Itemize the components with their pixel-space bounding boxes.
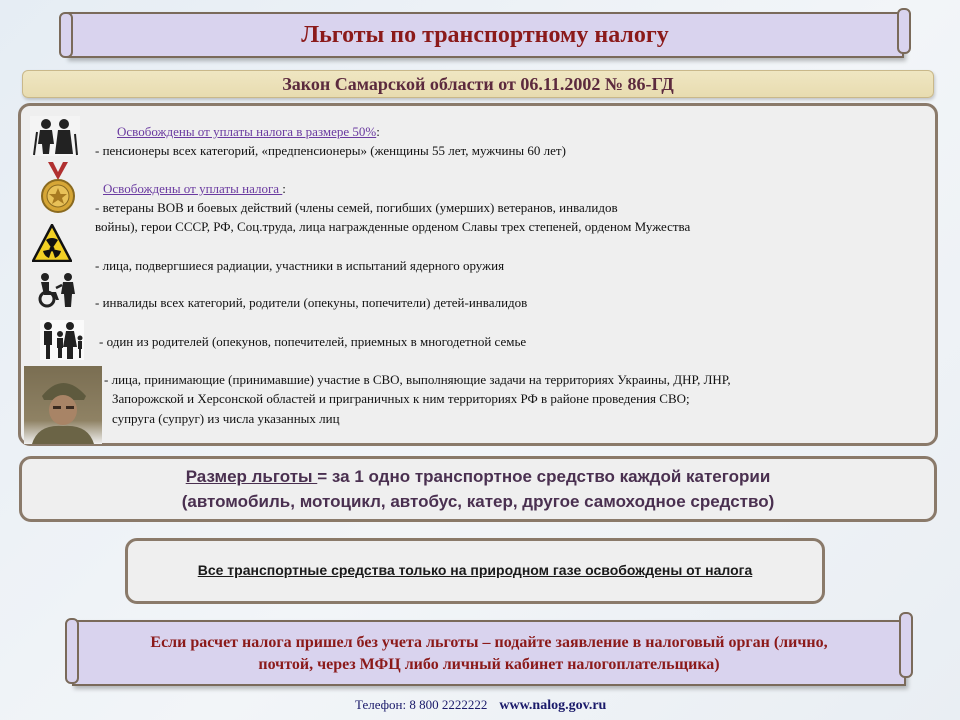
svo-item-line3: супруга (супруг) из числа указанных лиц (112, 411, 340, 426)
svo-item-line2: Запорожской и Херсонской областей и приграничных к ним территориях РФ в районе проведения СВО; (112, 391, 690, 406)
benefit-size-rest: = за 1 одно транспортное средство каждой категории (317, 467, 771, 486)
veterans-item-line2: войны), герои СССР, РФ, Соц.труда, лица награжденные орденом Славы трех степеней, орденом Мужества (95, 219, 691, 234)
benefit-size-box (19, 456, 937, 522)
title-banner (66, 12, 904, 58)
pensioners-item: - пенсионеры всех категорий, «предпенсионеры» (женщины 55 лет, мужчины 60 лет) (95, 143, 566, 158)
footer-website-link[interactable]: www.nalog.gov.ru (499, 698, 607, 713)
large-family-item: - один из родителей (опекунов, попечителей, приемных в многодетной семье (99, 334, 527, 349)
family-icon (40, 320, 84, 360)
disabled-item: - инвалиды всех категорий, родители (опекуны, попечители) детей-инвалидов (95, 295, 528, 310)
benefit-size-line1 (22, 467, 934, 487)
wheelchair-family-icon (36, 272, 80, 308)
veterans-item-line1: - ветераны ВОВ и боевых действий (члены семей, погибших (умерших) ветеранов, инвалидов (95, 200, 618, 215)
law-banner (22, 70, 934, 98)
law-title: Закон Самарской области от 06.11.2002 № 86-ГД (282, 74, 674, 94)
radiation-icon (32, 224, 72, 262)
benefit-size-line2: (автомобиль, мотоцикл, автобус, катер, другое самоходное средство) (181, 492, 775, 511)
radiation-item: - лица, подвергшиеся радиации, участники в испытаний ядерного оружия (95, 258, 505, 273)
exempt-line (103, 181, 286, 197)
exempt-heading: Освобождены от уплаты налога (103, 181, 283, 196)
exempt50-heading: Освобождены от уплаты налога в размере 50% (117, 124, 377, 139)
apply-note-line2: почтой, через МФЦ либо личный кабинет налогоплательщика) (258, 656, 720, 673)
footer (355, 697, 606, 714)
svo-item-line1: - лица, принимающие (принимавшие) участие в СВО, выполняющие задачи на территориях Украины, ДНР, ЛНР, (104, 372, 731, 387)
footer-phone: Телефон: 8 800 2222222 (355, 697, 488, 712)
page-title: Льготы по транспортному налогу (301, 22, 669, 48)
medal-icon (40, 162, 76, 214)
gas-vehicles-box (125, 538, 825, 604)
elderly-couple-icon (30, 116, 80, 156)
exempt50-line (117, 124, 380, 140)
exempt50-colon: : (376, 124, 380, 139)
gas-vehicles-note: Все транспортные средства только на природном газе освобождены от налога (197, 562, 753, 578)
apply-banner (72, 620, 906, 686)
soldier-photo (24, 366, 102, 444)
benefit-size-label: Размер льготы (185, 467, 318, 486)
apply-note-line1: Если расчет налога пришел без учета льготы – подайте заявление в налоговый орган (лично, (150, 634, 828, 651)
exempt-colon: : (282, 181, 286, 196)
